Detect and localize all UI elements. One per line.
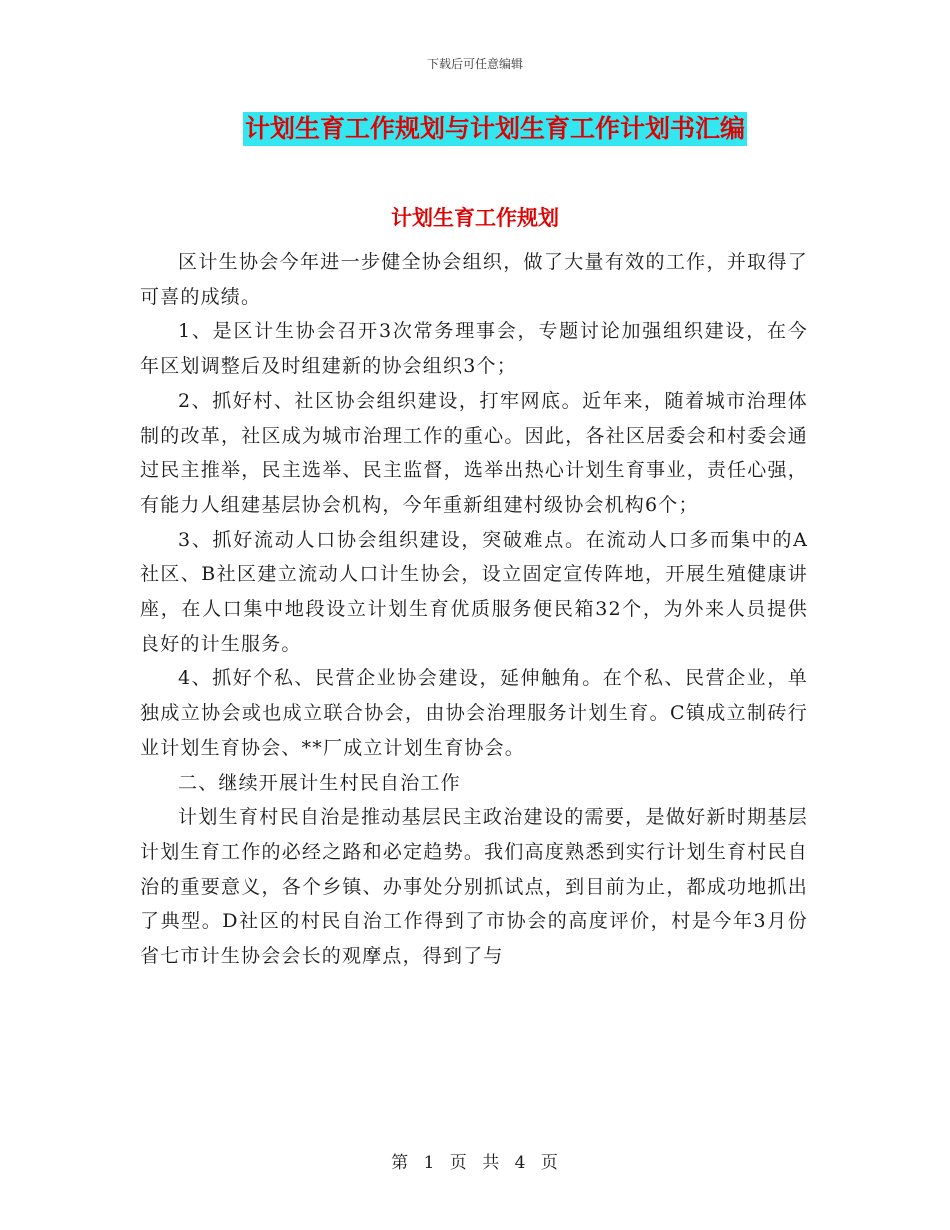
footer-page-label: 第 <box>391 1153 410 1173</box>
paragraph: 区计生协会今年进一步健全协会组织，做了大量有效的工作，并取得了可喜的成绩。 <box>140 251 808 308</box>
main-title: 计划生育工作规划与计划生育工作计划书汇编 <box>243 112 747 146</box>
page-footer <box>0 1148 950 1173</box>
paragraph: 2、抓好村、社区协会组织建设，打牢网底。近年来，随着城市治理体制的改革，社区成为城市治理工作的重心。因此，各社区居委会和村委会通过民主推举，民主选举、民主监督，选举出热心计划生育事业，责任心强，有能力人组建基层协会机构，今年重新组建村级协会机构6个； <box>140 389 808 516</box>
header-note: 下载后可任意编辑 <box>426 57 523 71</box>
footer-total-label: 共 <box>482 1153 501 1173</box>
paragraph: 计划生育村民自治是推动基层民主政治建设的需要，是做好新时期基层计划生育工作的必经之路和必定趋势。我们高度熟悉到实行计划生育村民自治的重要意义，各个乡镇、办事处分别抓试点，到目前为止，都成功地抓出了典型。D社区的村民自治工作得到了市协会的高度评价，村是今年3月份省七市计生协会会长的观摩点，得到了与 <box>140 806 808 968</box>
footer-page-number: 1 <box>423 1153 436 1173</box>
paragraph: 4、抓好个私、民营企业协会建设，延伸触角。在个私、民营企业，单独成立协会或也成立联合协会，由协会治理服务计划生育。C镇成立制砖行业计划生育协会、**厂成立计划生育协会。 <box>140 667 808 759</box>
paragraph: 二、继续开展计生村民自治工作 <box>178 771 461 794</box>
section-title: 计划生育工作规划 <box>391 206 559 230</box>
footer-total-pages: 4 <box>514 1153 527 1173</box>
paragraph: 3、抓好流动人口协会组织建设，突破难点。在流动人口多而集中的A社区、B社区建立流动人口计生协会，设立固定宣传阵地，开展生殖健康讲座，在人口集中地段设立计划生育优质服务便民箱32个，为外来人员提供良好的计生服务。 <box>140 528 808 655</box>
footer-page-unit: 页 <box>449 1153 468 1173</box>
paragraph: 1、是区计生协会召开3次常务理事会，专题讨论加强组织建设，在今年区划调整后及时组建新的协会组织3个； <box>140 320 808 378</box>
footer-total-unit: 页 <box>540 1153 559 1173</box>
body-text <box>140 245 808 974</box>
main-title-container <box>0 112 950 146</box>
